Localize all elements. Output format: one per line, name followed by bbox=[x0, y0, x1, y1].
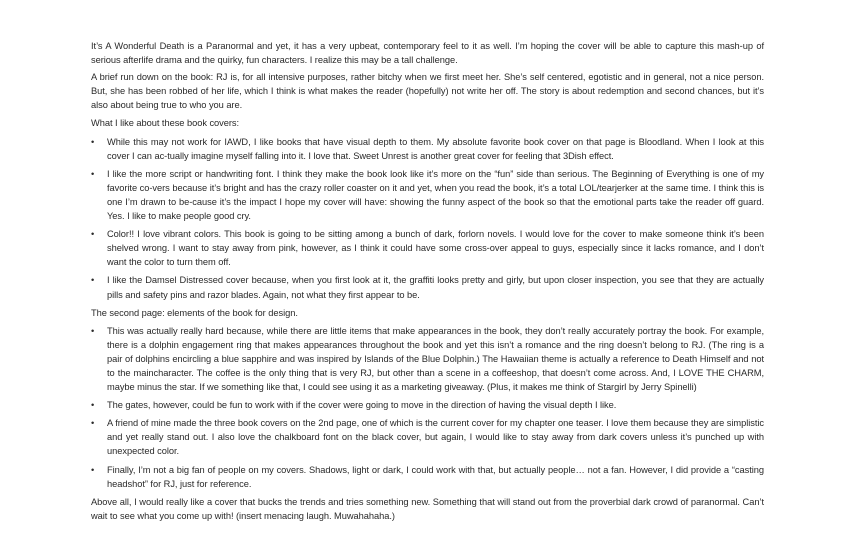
list-item bbox=[91, 398, 764, 412]
list-item-text: Color!! I love vibrant colors. This book is going to be sitting among a bunch of dark, forlorn novels. I would love for the cover to make someone think it’s been shelved wrong. I want to stay away from pink, however, as I think it could have some cross-over appeal to guys, especially since it lacks romance, and I don’t want the color to turn them off. bbox=[107, 229, 764, 268]
bullet: • bbox=[91, 168, 95, 179]
bullet: • bbox=[91, 418, 95, 429]
list-item-text: The gates, however, could be fun to work with if the cover were going to move in the direction of having the visual depth I like. bbox=[107, 400, 617, 411]
list-item bbox=[91, 273, 764, 301]
second-page-heading: The second page: elements of the book for design. bbox=[91, 307, 298, 318]
bullet: • bbox=[91, 325, 95, 336]
elements-list bbox=[91, 324, 764, 491]
list-item bbox=[91, 227, 764, 269]
bullet: • bbox=[91, 229, 95, 240]
list-item bbox=[91, 135, 764, 163]
likes-heading: What I like about these book covers: bbox=[91, 118, 240, 129]
list-item-text: I like the more script or handwriting font. I think they make the book look like it’s more on the “fun” side than serious. The Beginning of Everything is one of my favorite co-vers because it’s bright and has the crazy roller coaster on it and yet, when you read the book, it’s a total LOL/tearjerker at the same time. I think this is one I’m drawn to be-cause it’s the impact I hope my cover will have: showing the funny aspect of the book so that the emotional parts take the reader off guard. Yes. I like to make people good cry. bbox=[107, 168, 764, 222]
list-item bbox=[91, 167, 764, 223]
list-item bbox=[91, 463, 764, 491]
list-item bbox=[91, 324, 764, 394]
rundown-paragraph: A brief run down on the book: RJ is, for all intensive purposes, rather bitchy when we first meet her. She’s self centered, egotistic and in general, not a nice person. But, she has been robbed of her life, which I think is what makes the reader (hopefully) not write her off. The story is about redemption and second chances, but it’s also about being true to who you are. bbox=[91, 72, 764, 111]
closing-paragraph: Above all, I would really like a cover that bucks the trends and tries something new. Something that will stand out from the proverbial dark crowd of paranormal. Can’t wait to see what you come up with! (insert menacing laugh. Muwahahaha.) bbox=[91, 496, 764, 521]
list-item-text: This was actually really hard because, while there are little items that make appearances in the book, they don’t really accurately portray the book. For example, there is a dolphin engagement ring that makes appearances throughout the book and yet this isn’t a romance and the ring doesn’t belong to RJ. (The ring is a pair of dolphins encircling a blue sapphire and was inspired by Islands of the Blue Dolphin.) The Hawaiian theme is actually a reference to Death Himself and not to the maincharacter. The coffee is the only thing that is very RJ, but other than a scene in a coffeeshop, that doesn’t come across. And, I LOVE THE CHARM, maybe minus the star. If we something like that, I could see using it as a marketing giveaway. (Plus, it makes me think of Stargirl by Jerry Spinelli) bbox=[107, 325, 764, 393]
intro-paragraph: It’s A Wonderful Death is a Paranormal and yet, it has a very upbeat, contemporary feel to it as well. I’m hoping the cover will be able to capture this mash-up of serious afterlife drama and the quirky, fun characters. I realize this may be a tall challenge. bbox=[91, 41, 764, 66]
bullet: • bbox=[91, 136, 95, 147]
list-item-text: Finally, I’m not a big fan of people on my covers. Shadows, light or dark, I could work with that, but actually people… not a fan. However, I did provide a “casting headshot” for RJ, just for reference. bbox=[107, 464, 764, 489]
bullet: • bbox=[91, 275, 95, 286]
bullet: • bbox=[91, 464, 95, 475]
likes-list bbox=[91, 135, 764, 302]
bullet: • bbox=[91, 400, 95, 411]
list-item-text: I like the Damsel Distressed cover because, when you first look at it, the graffiti looks pretty and girly, but upon closer inspection, you see that they are actually pills and safety pins and razor blades. Again, not what they first appear to be. bbox=[107, 275, 764, 300]
list-item bbox=[91, 416, 764, 458]
list-item-text: A friend of mine made the three book covers on the 2nd page, one of which is the current cover for my chapter one teaser. I love them because they are simplistic and yet really stand out. I also love the chalkboard font on the black cover, but again, I would like to stay away from dark covers unless it’s punched up with unexpected color. bbox=[107, 418, 764, 457]
list-item-text: While this may not work for IAWD, I like books that have visual depth to them. My absolute favorite book cover on that page is Bloodland. When I look at this cover I can ac-tually imagine myself falling into it. I love that. Sweet Unrest is another great cover for feeling that 3Dish effect. bbox=[107, 136, 764, 161]
